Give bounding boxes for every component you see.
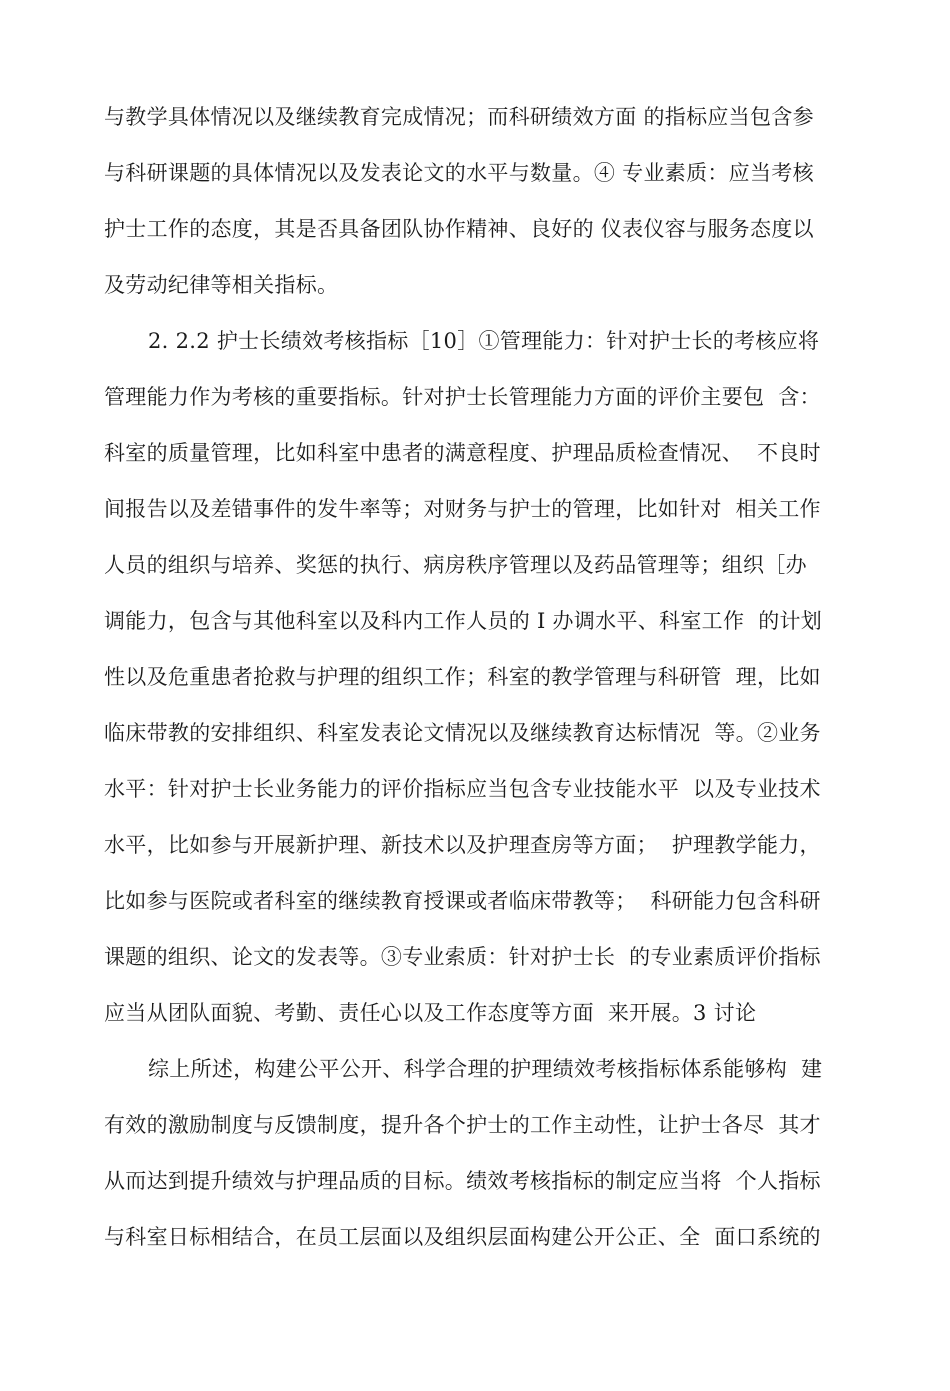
text-line: 有效的激励制度与反馈制度，提升各个护士的工作主动性，让护士各尽 其才 — [104, 1113, 821, 1137]
text-line: 课题的组织、论文的发表等。③专业索质：针对护士长 的专业素质评价指标 — [104, 945, 821, 969]
text-line: 应当从团队面貌、考勤、责任心以及工作态度等方面 来开展。3 讨论 — [104, 1001, 757, 1025]
text-line: 护士工作的态度，其是否具备团队协作精神、良好的 仪表仪容与服务态度以 — [104, 217, 814, 241]
text-line: 及劳动纪律等相关指标。 — [104, 273, 339, 297]
paragraph-first-line: 综上所述，构建公平公开、科学合理的护理绩效考核指标体系能够构 建 — [148, 1057, 823, 1081]
text-line: 调能力，包含与其他科室以及科内工作人员的 I 办调水平、科室工作 的计划 — [104, 609, 823, 633]
text-line: 临床带教的安排组织、科室发表论文情况以及继续教育达标情况 等。②业务 — [104, 721, 821, 745]
text-line: 从而达到提升绩效与护理品质的目标。绩效考核指标的制定应当将 个人指标 — [104, 1169, 821, 1193]
text-line: 人员的组织与培养、奖惩的执行、病房秩序管理以及药品管理等；组织［办 — [104, 553, 807, 577]
text-line: 比如参与医院或者科室的继续教育授课或者临床带教等； 科研能力包含科研 — [104, 889, 821, 913]
text-line: 性以及危重患者抢救与护理的组织工作；科室的教学管理与科研管 理，比如 — [104, 665, 821, 689]
text-line: 与教学具体情况以及继续教育完成情况；而科研绩效方面 的指标应当包含参 — [104, 105, 814, 129]
text-line: 与科室日标相结合，在员工层面以及组织层面构建公开公正、全 面口系统的 — [104, 1225, 821, 1249]
text-line: 水平，比如参与开展新护理、新技术以及护理查房等方面； 护理教学能力， — [104, 833, 821, 857]
text-line: 水平：针对护士长业务能力的评价指标应当包含专业技能水平 以及专业技术 — [104, 777, 821, 801]
text-line: 间报告以及差错事件的发牛率等；对财务与护士的管理，比如针对 相关工作 — [104, 497, 821, 521]
section-heading-line: 2. 2.2 护士长绩效考核指标［10］①管理能力：针对护士长的考核应将 — [148, 329, 820, 353]
text-line: 与科研课题的具体情况以及发表论文的水平与数量。④ 专业素质：应当考核 — [104, 161, 814, 185]
text-line: 管理能力作为考核的重要指标。针对护士长管理能力方面的评价主要包 含： — [104, 385, 821, 409]
text-line: 科室的质量管理，比如科室中患者的满意程度、护理品质检查情况、 不良时 — [104, 441, 821, 465]
